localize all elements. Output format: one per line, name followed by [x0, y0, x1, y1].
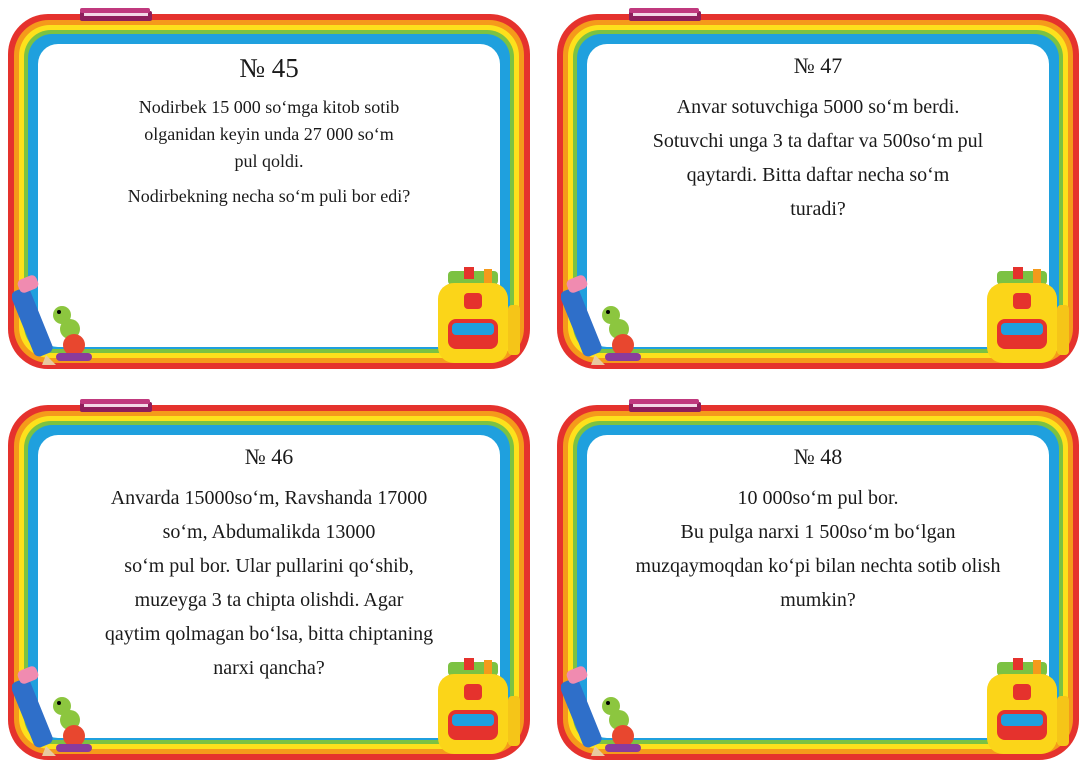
- task-text-line: Anvar sotuvchiga 5000 so‘m berdi.: [676, 96, 960, 118]
- task-text-line: mumkin?: [780, 589, 856, 611]
- task-card-46: [8, 405, 530, 760]
- task-text-line: so‘m pul bor. Ular pullarini qo‘shib,: [124, 555, 414, 577]
- task-text-line: Sotuvchi unga 3 ta daftar va 500so‘m pul: [652, 130, 984, 152]
- card-content: [56, 52, 482, 210]
- task-text-line: Anvarda 15000so‘m, Ravshanda 17000: [110, 487, 428, 509]
- task-text-line: qaytardi. Bitta daftar necha so‘m: [686, 164, 950, 186]
- card-content: [56, 443, 482, 685]
- school-backpack-icon: [424, 265, 524, 367]
- school-backpack-icon: [424, 656, 524, 758]
- book-icon: [627, 7, 703, 23]
- task-number: № 47: [793, 53, 843, 78]
- task-text-line: 10 000so‘m pul bor.: [737, 487, 899, 509]
- book-icon: [78, 7, 154, 23]
- card-content: [605, 52, 1031, 226]
- task-text-line: muzqaymoqdan ko‘pi bilan nechta sotib olish: [635, 555, 1001, 577]
- task-text-line: olganidan keyin unda 27 000 so‘m: [144, 124, 394, 144]
- book-icon: [78, 398, 154, 414]
- school-backpack-icon: [973, 265, 1073, 367]
- task-text-line: so‘m, Abdumalikda 13000: [162, 521, 376, 543]
- task-text-line: turadi?: [790, 198, 846, 220]
- task-question: Nodirbekning necha so‘m puli bor edi?: [127, 186, 411, 206]
- task-text-line: qaytim qolmagan bo‘lsa, bitta chiptaning: [104, 623, 434, 645]
- task-text-line: muzeyga 3 ta chipta olishdi. Agar: [134, 589, 404, 611]
- task-card-48: [557, 405, 1079, 760]
- pencil-caterpillar-icon: [561, 658, 645, 758]
- task-text-line: narxi qancha?: [213, 657, 325, 679]
- task-number: № 45: [239, 53, 299, 83]
- school-backpack-icon: [973, 656, 1073, 758]
- card-content: [605, 443, 1031, 617]
- pencil-caterpillar-icon: [561, 267, 645, 367]
- pencil-caterpillar-icon: [12, 658, 96, 758]
- task-number: № 46: [244, 444, 294, 469]
- task-card-47: [557, 14, 1079, 369]
- book-icon: [627, 398, 703, 414]
- task-text-line: Nodirbek 15 000 so‘mga kitob sotib: [138, 97, 400, 117]
- task-number: № 48: [793, 444, 843, 469]
- task-text-line: Bu pulga narxi 1 500so‘m bo‘lgan: [680, 521, 956, 543]
- pencil-caterpillar-icon: [12, 267, 96, 367]
- task-card-45: [8, 14, 530, 369]
- task-text-line: pul qoldi.: [234, 151, 304, 171]
